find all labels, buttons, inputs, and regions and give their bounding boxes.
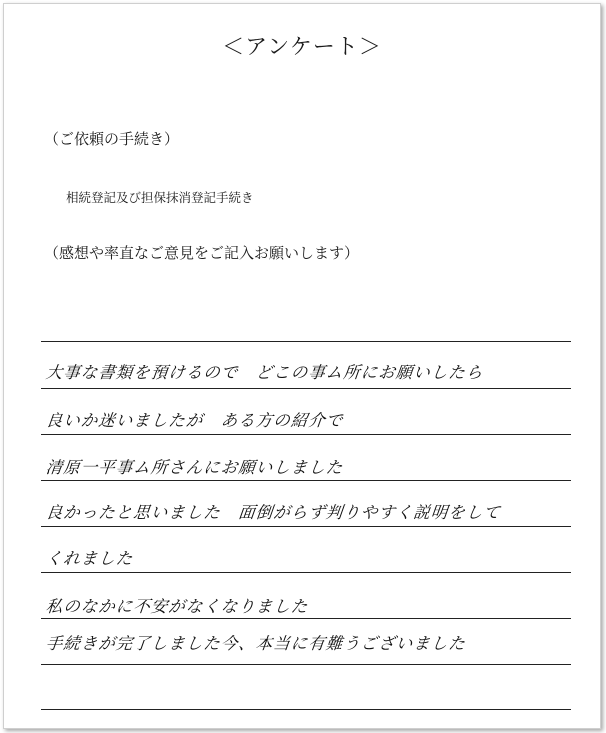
- comment-line: 清原一平事ム所さんにお願いしました: [44, 458, 345, 477]
- ruled-line: [41, 388, 571, 389]
- ruled-line: [41, 709, 571, 710]
- ruled-line: [41, 618, 571, 619]
- comment-line: 大事な書類を預けるので どこの事ム所にお願いしたら: [44, 363, 485, 382]
- ruled-line: [41, 664, 571, 665]
- ruled-line: [41, 572, 571, 573]
- comment-line: 良いか迷いましたが ある方の紹介で: [44, 411, 345, 430]
- comment-line: 手続きが完了しました今、本当に有難うございました: [44, 634, 467, 653]
- comment-line: くれました: [44, 549, 135, 568]
- comment-line: 私のなかに不安がなくなりました: [44, 597, 310, 616]
- ruled-line: [41, 480, 571, 481]
- procedure-label: （ご依頼の手続き）: [44, 130, 180, 148]
- comments-label: （感想や率直なご意見をご記入お願いします）: [44, 244, 360, 262]
- ruled-line: [41, 526, 571, 527]
- ruled-line: [41, 434, 571, 435]
- survey-sheet: [3, 3, 601, 729]
- survey-title: ＜アンケート＞: [222, 35, 382, 60]
- comment-line: 良かったと思いました 面倒がらず判りやすく説明をして: [44, 503, 502, 522]
- ruled-line: [41, 341, 571, 342]
- procedure-value: 相続登記及び担保抹消登記手続き: [66, 190, 254, 205]
